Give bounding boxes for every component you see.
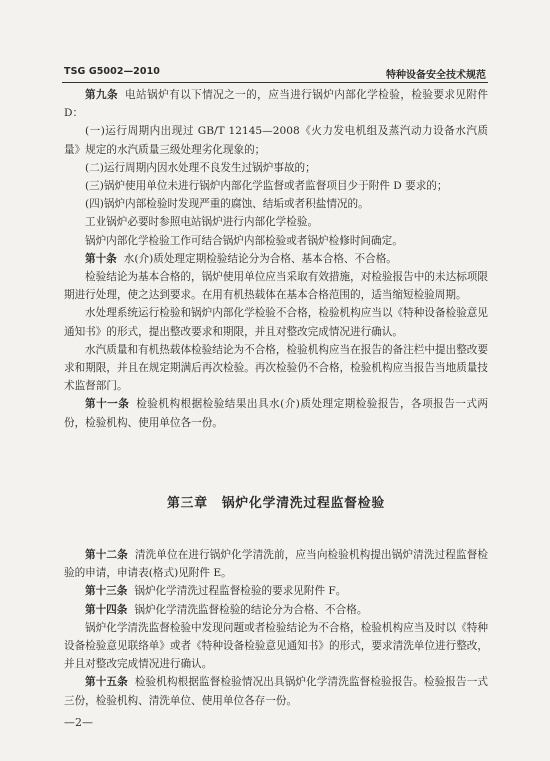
article-text: 锅炉化学清洗监督检验的结论分为合格、不合格。: [134, 603, 368, 616]
article-paragraph: [64, 395, 488, 431]
list-item: (三)锅炉使用单位未进行锅炉内部化学监督或者监督项目少于附件 D 要求的；: [85, 180, 448, 193]
spec-category: 特种设备安全技术规范: [386, 70, 486, 81]
article-number: 第十条: [85, 252, 117, 265]
bottom-body: [64, 546, 488, 710]
article-paragraph: [64, 546, 488, 582]
list-item: (二)运行周期内因水处理不良发生过锅炉事故的；: [85, 161, 316, 174]
article-paragraph: [64, 250, 488, 268]
header-rule: [62, 82, 488, 83]
list-item: (四)锅炉内部检验时发现严重的腐蚀、结垢或者积盐情况的。: [85, 198, 369, 211]
article-text: 水(介)质处理定期检验结论分为合格、基本合格、不合格。: [123, 252, 397, 265]
article-paragraph: [64, 601, 488, 619]
article-paragraph: [64, 582, 488, 600]
top-body: [64, 86, 488, 432]
standard-code: TSG G5002—2010: [64, 66, 161, 77]
article-number: 第十二条: [85, 549, 128, 561]
article-text: 检验机构根据监督检验情况出具锅炉化学清洗监督检验报告。检验报告一式三份，检验机构、清洗单位、使用单位各存一份。: [64, 676, 489, 707]
body-paragraph: 水汽质量和有机热载体检验结论为不合格，检验机构应当在报告的备注栏中提出整改要求和期限，并且在规定期满后再次检验。再次检验仍不合格，检验机构应当报告当地质量技术监督部门。: [64, 343, 488, 393]
body-paragraph: 检验结论为基本合格的，锅炉使用单位应当采取有效措施，对检验报告中的未达标项限期进行处理，使之达到要求。在用有机热载体在基本合格范围的，适当缩短检验周期。: [64, 271, 488, 302]
article-number: 第十一条: [85, 398, 130, 411]
body-paragraph: 工业锅炉必要时参照电站锅炉进行内部化学检验。: [85, 216, 319, 229]
article-text: 锅炉化学清洗过程监督检验的要求见附件 F。: [134, 585, 347, 598]
article-text: 检验机构根据检验结果出具水(介)质处理定期检验报告，各项报告一式两份，检验机构、使用单位各一份。: [64, 398, 489, 429]
body-paragraph: 水处理系统运行检验和锅炉内部化学检验不合格，检验机构应当以《特种设备检验意见通知书》的形式，提出整改要求和期限，并且对整改完成情况进行确认。: [64, 307, 488, 338]
article-paragraph: [64, 673, 488, 709]
article-number: 第十五条: [85, 676, 128, 689]
list-item: (一)运行周期内出现过 GB/T 12145—2008《火力发电机组及蒸汽动力设备水汽质量》规定的水汽质量三级处理劣化现象的；: [64, 125, 488, 156]
chapter-number: 第三章: [167, 496, 208, 511]
article-text: 清洗单位在进行锅炉化学清洗前，应当向检验机构提出锅炉清洗过程监督检验的申请，申请表(格式)见附件 E。: [64, 549, 489, 580]
body-paragraph: 锅炉内部化学检验工作可结合锅炉内部检验或者锅炉检修时间确定。: [85, 234, 403, 247]
body-paragraph: 锅炉化学清洗监督检验中发现问题或者检验结论为不合格，检验机构应当及时以《特种设备检验意见联络单》或者《特种设备检验意见通知书》的形式，要求清洗单位进行整改，并且对整改完成情况进行确认。: [64, 621, 488, 671]
article-paragraph: [64, 86, 488, 122]
chapter-heading: [64, 492, 488, 511]
article-number: 第十四条: [85, 603, 128, 616]
page-number: —2—: [64, 716, 93, 729]
chapter-title: 锅炉化学清洗过程监督检验: [221, 496, 385, 511]
article-number: 第九条: [85, 89, 119, 101]
article-number: 第十三条: [85, 585, 128, 598]
article-text: 电站锅炉有以下情况之一的，应当进行锅炉内部化学检验，检验要求见附件 D：: [64, 89, 489, 120]
